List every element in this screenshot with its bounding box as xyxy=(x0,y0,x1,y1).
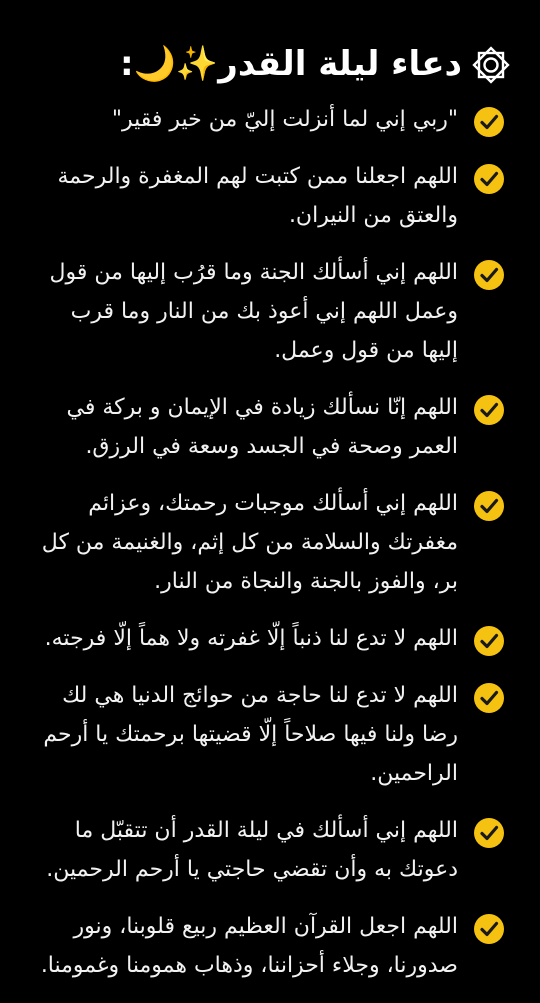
check-circle-icon xyxy=(472,258,506,292)
dua-text: "ربي إني لما أنزلت إليّ من خير فقير" xyxy=(111,107,458,132)
dua-text: اللهم إني أسألك في ليلة القدر أن تتقبّل ما دعوتك به وأن تقضي حاجتي يا أرحم الرحمين. xyxy=(46,818,458,882)
dua-item xyxy=(28,100,506,139)
page-title: دعاء ليلة القدر✨🌙: xyxy=(119,44,462,85)
dua-text: اللهم لا تدع لنا ذنباً إلّا غفرته ولا هماً إلّا فرجته. xyxy=(44,626,458,651)
dua-text: اللهم إني أسألك موجبات رحمتك، وعزائم مغفرتك والسلامة من كل إثم، والغنيمة من كل بر، والفوز بالجنة والنجاة من النار. xyxy=(41,491,458,594)
dua-text: اللهم لا تدع لنا حاجة من حوائج الدنيا هي لك رضا ولنا فيها صلاحاً إلّا قضيتها برحمتك يا أرحم الراحمين. xyxy=(43,683,458,786)
dua-item xyxy=(28,811,506,889)
dua-text: اللهم إنّا نسألك زيادة في الإيمان و بركة في العمر وصحة في الجسد وسعة في الرزق. xyxy=(66,395,458,459)
check-circle-icon xyxy=(472,681,506,715)
dua-item xyxy=(28,619,506,658)
check-circle-icon xyxy=(472,489,506,523)
check-circle-icon xyxy=(472,393,506,427)
check-circle-icon xyxy=(472,912,506,946)
check-circle-icon xyxy=(472,105,506,139)
dua-item xyxy=(28,388,506,466)
dua-item xyxy=(28,907,506,985)
dua-item xyxy=(28,676,506,793)
dua-item xyxy=(28,484,506,601)
ornament-frame-icon xyxy=(470,44,512,86)
dua-item xyxy=(28,157,506,235)
title-row xyxy=(28,36,512,94)
dua-text: اللهم اجعل القرآن العظيم ربيع قلوبنا، ونور صدورنا، وجلاء أحزاننا، وذهاب همومنا وغمومنا. xyxy=(40,914,458,978)
check-circle-icon xyxy=(472,162,506,196)
check-circle-icon xyxy=(472,816,506,850)
dua-list xyxy=(28,100,506,1003)
dua-text: اللهم إني أسألك الجنة وما قرُب إليها من قول وعمل اللهم إني أعوذ بك من النار وما قرب إليها من قول وعمل. xyxy=(49,260,458,363)
dua-text: اللهم اجعلنا ممن كتبت لهم المغفرة والرحمة والعتق من النيران. xyxy=(57,164,458,228)
dua-item xyxy=(28,253,506,370)
check-circle-icon xyxy=(472,624,506,658)
